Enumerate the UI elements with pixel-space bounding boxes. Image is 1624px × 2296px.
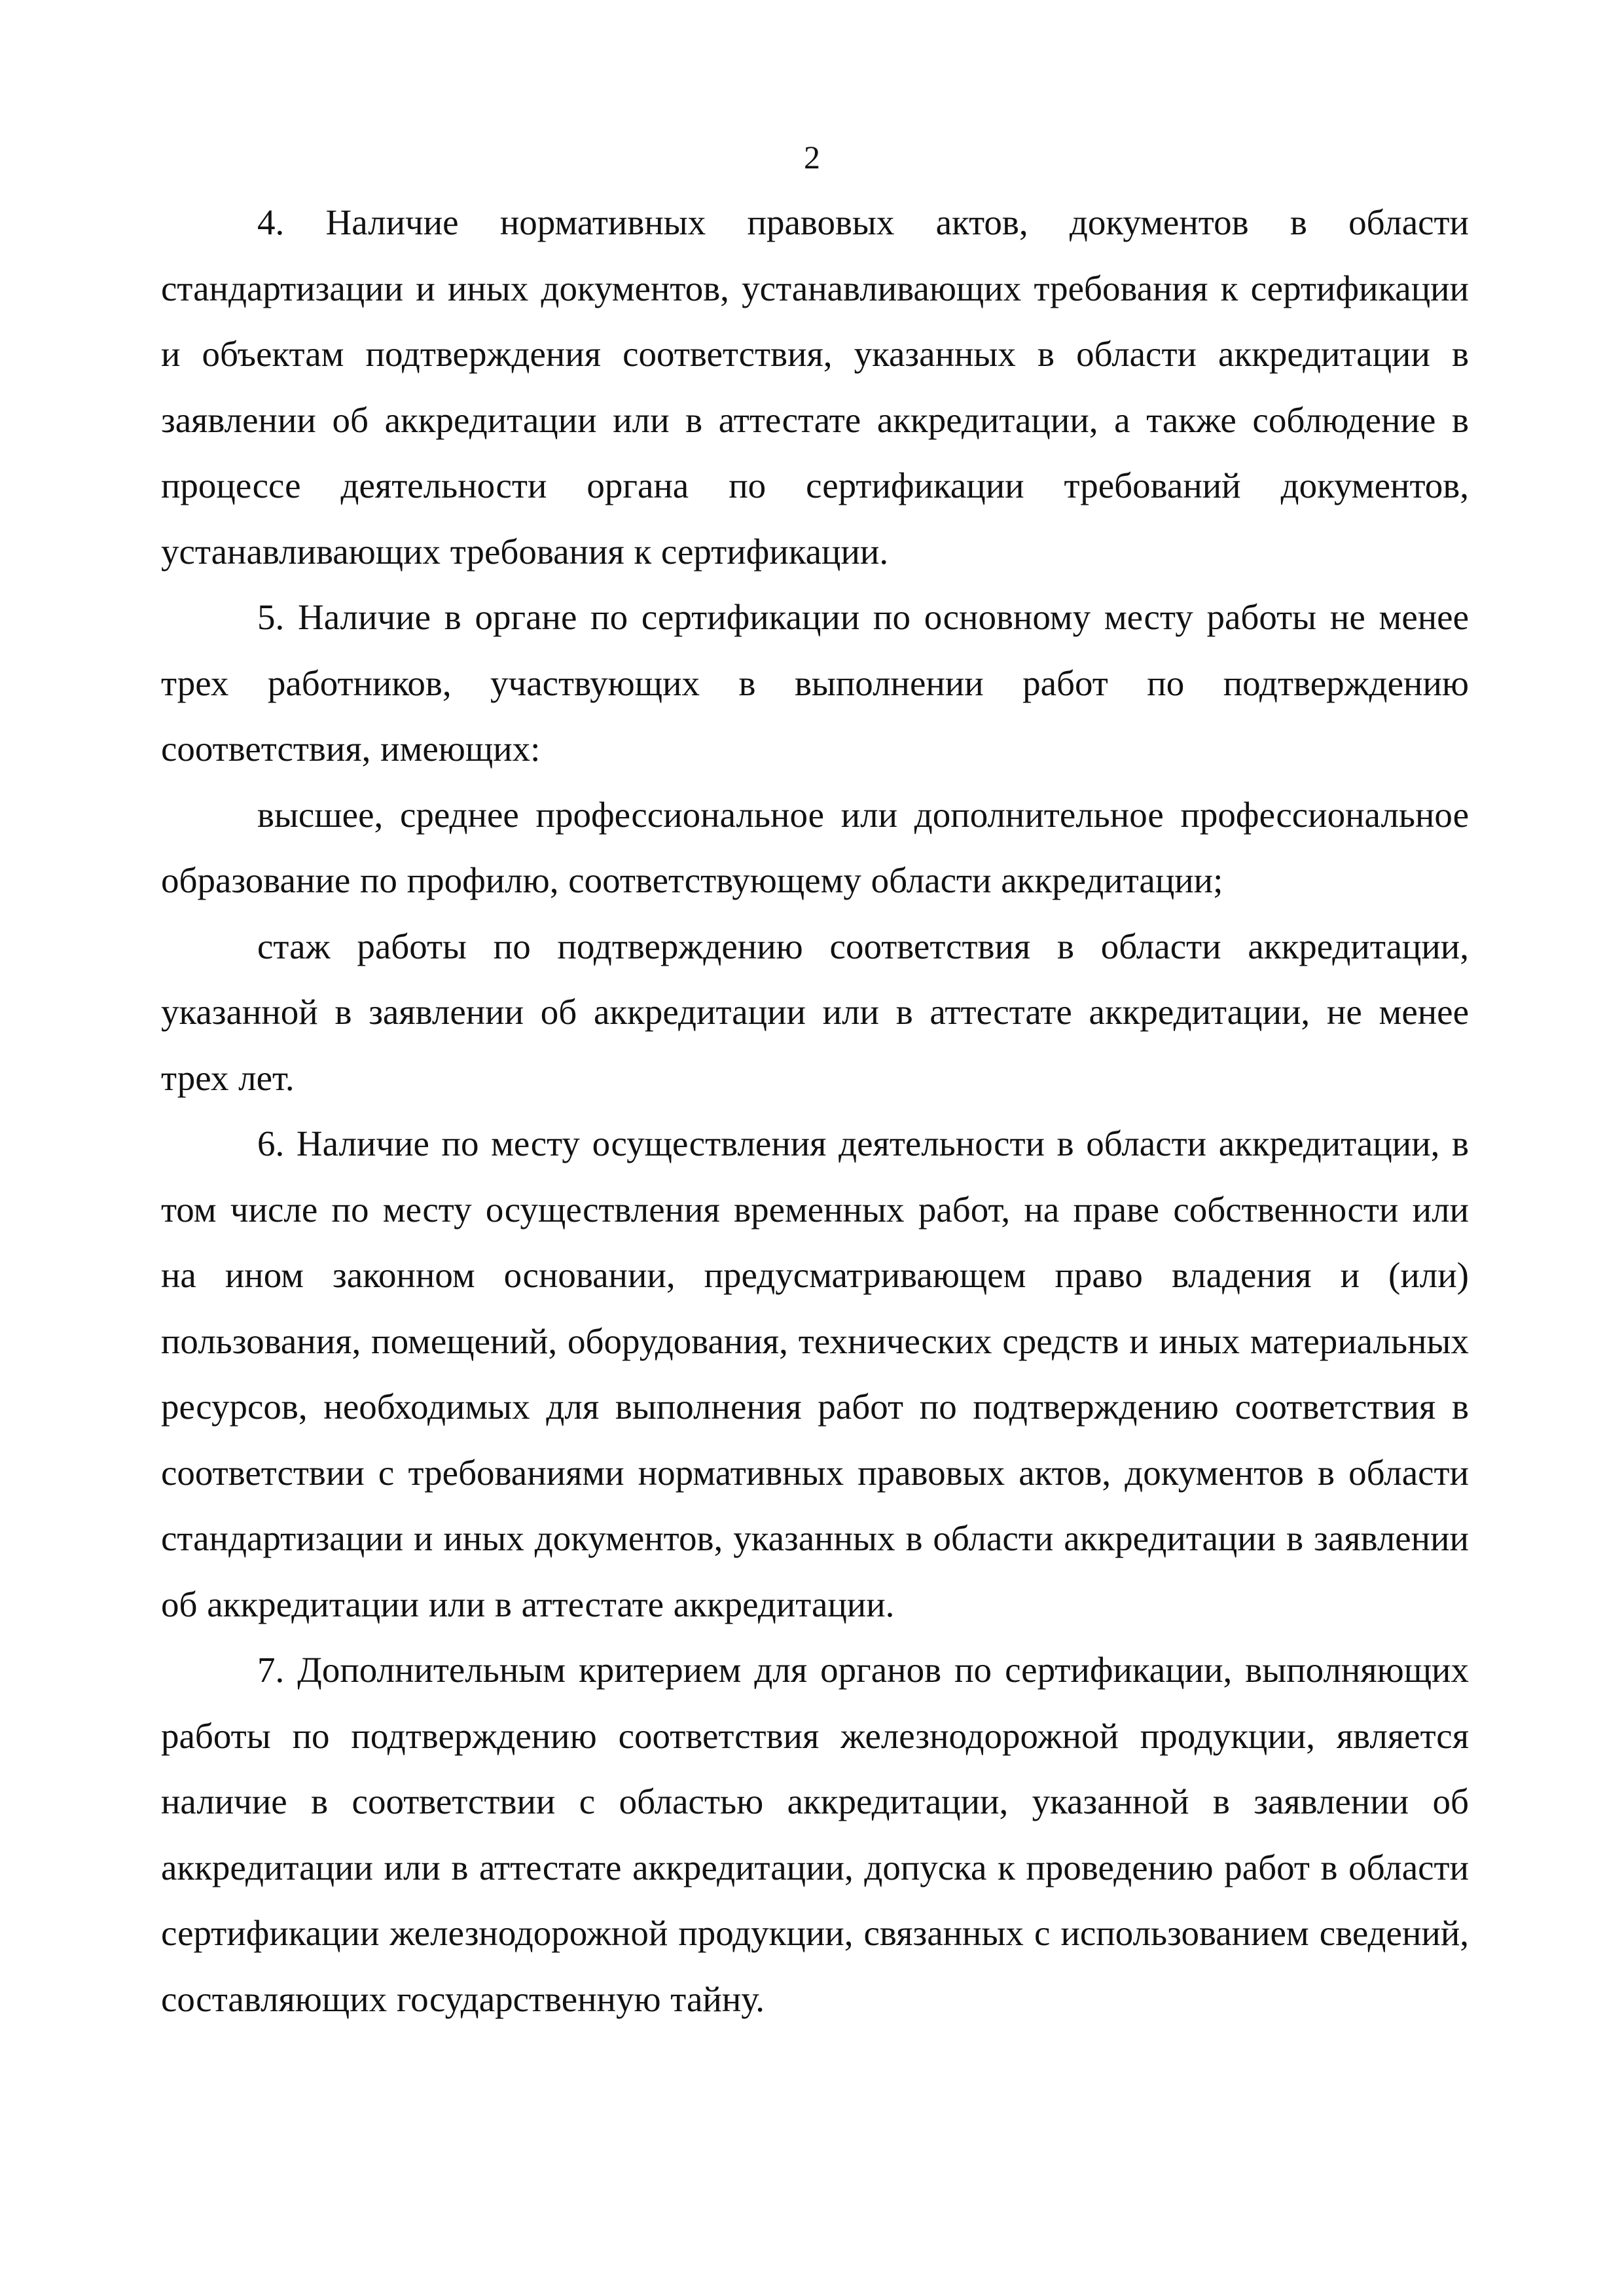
- paragraph-4: 4. Наличие нормативных правовых актов, документов в области стандартизации и иных документов, устанавливающих требования к сертификации и объектам подтверждения соответствия, указанных в области аккредитации в заявлении об аккредитации или в аттестате аккредитации, а также соблюдение в процессе деятельности органа по сертификации требований документов, устанавливающих требования к сертификации.: [161, 202, 1469, 572]
- paragraph-5: 5. Наличие в органе по сертификации по основному месту работы не менее трех работников, участвующих в выполнении работ по подтверждению соответствия, имеющих:: [161, 597, 1469, 769]
- page-number: 2: [804, 139, 820, 175]
- paragraph-5-education: высшее, среднее профессиональное или дополнительное профессиональное образование по профилю, соответствующему области аккредитации;: [161, 794, 1469, 900]
- paragraph-7: 7. Дополнительным критерием для органов по сертификации, выполняющих работы по подтверждению соответствия железнодорожной продукции, является наличие в соответствии с областью аккредитации, указанной в заявлении об аккредитации или в аттестате аккредитации, допуска к проведению работ в области сертификации железнодорожной продукции, связанных с использованием сведений, составляющих государственную тайну.: [161, 1650, 1469, 2019]
- paragraph-5-experience: стаж работы по подтверждению соответствия в области аккредитации, указанной в заявлении об аккредитации или в аттестате аккредитации, не менее трех лет.: [161, 926, 1469, 1098]
- document-body: [161, 190, 1469, 2032]
- paragraph-6: 6. Наличие по месту осуществления деятельности в области аккредитации, в том числе по месту осуществления временных работ, на праве собственности или на ином законном основании, предусматривающем право владения и (или) пользования, помещений, оборудования, технических средств и иных материальных ресурсов, необходимых для выполнения работ по подтверждению соответствия в соответствии с требованиями нормативных правовых актов, документов в области стандартизации и иных документов, указанных в области аккредитации в заявлении об аккредитации или в аттестате аккредитации.: [161, 1123, 1469, 1624]
